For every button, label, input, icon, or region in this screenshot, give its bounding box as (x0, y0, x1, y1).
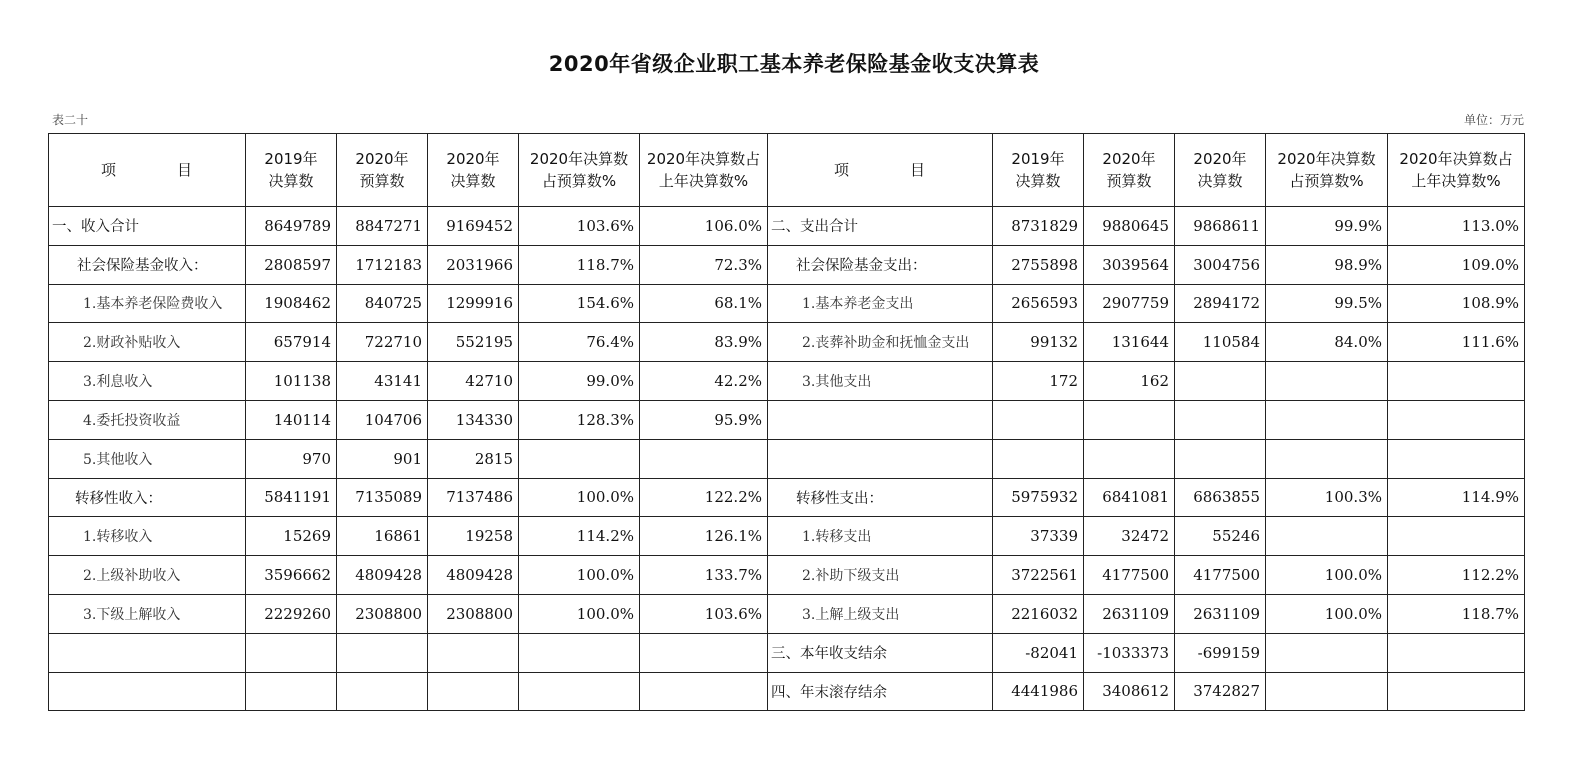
cell: 134330 (428, 400, 519, 439)
row-label (768, 439, 993, 478)
cell: 1712183 (337, 245, 428, 284)
header-pct-budget-right: 2020年决算数 占预算数% (1266, 134, 1388, 207)
cell: 4177500 (1175, 556, 1266, 595)
row-label: 1.转移支出 (768, 517, 993, 556)
cell: 6863855 (1175, 478, 1266, 517)
cell: 9868611 (1175, 207, 1266, 246)
cell: 154.6% (519, 284, 640, 323)
cell: 7135089 (337, 478, 428, 517)
table-row (49, 672, 1525, 711)
cell: 32472 (1084, 517, 1175, 556)
cell: 118.7% (1388, 594, 1525, 633)
header-pct-prev-right: 2020年决算数占 上年决算数% (1388, 134, 1525, 207)
row-label: 2.补助下级支出 (768, 556, 993, 595)
cell: 4809428 (428, 556, 519, 595)
header-item-right: 项 目 (768, 134, 993, 207)
cell (1084, 400, 1175, 439)
cell: 2815 (428, 439, 519, 478)
cell (993, 400, 1084, 439)
row-label: 社会保险基金收入： (49, 245, 246, 284)
cell: 552195 (428, 323, 519, 362)
row-label: 社会保险基金支出： (768, 245, 993, 284)
cell: 101138 (246, 362, 337, 401)
cell: 122.2% (640, 478, 768, 517)
table-body (49, 207, 1525, 711)
cell (1388, 517, 1525, 556)
cell: 111.6% (1388, 323, 1525, 362)
cell: 2808597 (246, 245, 337, 284)
cell: 3408612 (1084, 672, 1175, 711)
cell: 99.5% (1266, 284, 1388, 323)
header-2020-budget-left: 2020年 预算数 (337, 134, 428, 207)
cell: 2894172 (1175, 284, 1266, 323)
header-item-left: 项 目 (49, 134, 246, 207)
cell: 172 (993, 362, 1084, 401)
cell: 99.9% (1266, 207, 1388, 246)
header-2019-actual-right: 2019年 决算数 (993, 134, 1084, 207)
cell: 3004756 (1175, 245, 1266, 284)
cell (640, 672, 768, 711)
table-row (49, 362, 1525, 401)
cell (428, 672, 519, 711)
row-label: 3.利息收入 (49, 362, 246, 401)
header-2020-actual-left: 2020年 决算数 (428, 134, 519, 207)
cell (1266, 362, 1388, 401)
cell: 103.6% (519, 207, 640, 246)
row-label: 2.丧葬补助金和抚恤金支出 (768, 323, 993, 362)
cell (640, 633, 768, 672)
cell (1388, 400, 1525, 439)
row-label: 2.财政补贴收入 (49, 323, 246, 362)
row-label: 转移性收入： (49, 478, 246, 517)
unit-label: 单位：万元 (1463, 113, 1524, 127)
cell: 7137486 (428, 478, 519, 517)
cell (640, 439, 768, 478)
cell (428, 633, 519, 672)
cell: 100.3% (1266, 478, 1388, 517)
cell (1175, 362, 1266, 401)
cell: 2308800 (337, 594, 428, 633)
cell: 3039564 (1084, 245, 1175, 284)
cell: 98.9% (1266, 245, 1388, 284)
cell: 3722561 (993, 556, 1084, 595)
cell (1175, 400, 1266, 439)
cell: 2631109 (1175, 594, 1266, 633)
table-header (49, 134, 1525, 207)
cell: 6841081 (1084, 478, 1175, 517)
cell (1266, 633, 1388, 672)
cell: 68.1% (640, 284, 768, 323)
row-label: 3.上解上级支出 (768, 594, 993, 633)
header-2019-actual-left: 2019年 决算数 (246, 134, 337, 207)
cell (519, 672, 640, 711)
table-row (49, 517, 1525, 556)
row-label: 1.基本养老金支出 (768, 284, 993, 323)
cell (519, 633, 640, 672)
cell: 126.1% (640, 517, 768, 556)
cell: 2631109 (1084, 594, 1175, 633)
cell: 2229260 (246, 594, 337, 633)
cell: 8649789 (246, 207, 337, 246)
cell: 83.9% (640, 323, 768, 362)
table-row (49, 284, 1525, 323)
cell: 100.0% (519, 556, 640, 595)
cell: 3596662 (246, 556, 337, 595)
page-title: 2020年省级企业职工基本养老保险基金收支决算表 (548, 52, 1040, 76)
row-label: 3.其他支出 (768, 362, 993, 401)
row-label: 5.其他收入 (49, 439, 246, 478)
header-2020-budget-right: 2020年 预算数 (1084, 134, 1175, 207)
cell (1388, 439, 1525, 478)
table-row (49, 439, 1525, 478)
cell (1175, 439, 1266, 478)
cell: 4441986 (993, 672, 1084, 711)
cell: 112.2% (1388, 556, 1525, 595)
table-number: 表二十 (52, 113, 89, 127)
cell (519, 439, 640, 478)
cell: 16861 (337, 517, 428, 556)
cell (337, 633, 428, 672)
row-label: 1.基本养老保险费收入 (49, 284, 246, 323)
cell: 2216032 (993, 594, 1084, 633)
cell (246, 633, 337, 672)
row-label: 1.转移收入 (49, 517, 246, 556)
cell: 1908462 (246, 284, 337, 323)
header-pct-prev-left: 2020年决算数占 上年决算数% (640, 134, 768, 207)
cell (1266, 672, 1388, 711)
cell: 108.9% (1388, 284, 1525, 323)
cell: 8847271 (337, 207, 428, 246)
cell: 114.2% (519, 517, 640, 556)
income-total-label: 一、收入合计 (49, 207, 246, 246)
cell: 162 (1084, 362, 1175, 401)
cell: 2308800 (428, 594, 519, 633)
cell (1388, 362, 1525, 401)
row-label: 2.上级补助收入 (49, 556, 246, 595)
cell: 9169452 (428, 207, 519, 246)
cell: 2755898 (993, 245, 1084, 284)
cell (1388, 633, 1525, 672)
cell (993, 439, 1084, 478)
table-row (49, 478, 1525, 517)
row-label (49, 672, 246, 711)
cell: 76.4% (519, 323, 640, 362)
cell: 84.0% (1266, 323, 1388, 362)
cell: 72.3% (640, 245, 768, 284)
table-row (49, 594, 1525, 633)
cell: 42710 (428, 362, 519, 401)
table-row (49, 245, 1525, 284)
annual-balance-label: 三、本年收支结余 (768, 633, 993, 672)
cell: 100.0% (519, 478, 640, 517)
header-2020-actual-right: 2020年 决算数 (1175, 134, 1266, 207)
cell: 113.0% (1388, 207, 1525, 246)
cell: 100.0% (1266, 556, 1388, 595)
cell (337, 672, 428, 711)
row-label (49, 633, 246, 672)
cell: 5975932 (993, 478, 1084, 517)
expense-total-label: 二、支出合计 (768, 207, 993, 246)
cell: -82041 (993, 633, 1084, 672)
cell (1388, 672, 1525, 711)
cell (1266, 400, 1388, 439)
row-label: 3.下级上解收入 (49, 594, 246, 633)
cell: 118.7% (519, 245, 640, 284)
cell (1266, 517, 1388, 556)
cell (1084, 439, 1175, 478)
cell: 95.9% (640, 400, 768, 439)
cell: 4177500 (1084, 556, 1175, 595)
cell: 110584 (1175, 323, 1266, 362)
cell: 3742827 (1175, 672, 1266, 711)
cell: 722710 (337, 323, 428, 362)
cell: 140114 (246, 400, 337, 439)
cell: 109.0% (1388, 245, 1525, 284)
row-label: 4.委托投资收益 (49, 400, 246, 439)
cell: 100.0% (519, 594, 640, 633)
cell: 133.7% (640, 556, 768, 595)
cell (246, 672, 337, 711)
cell: 114.9% (1388, 478, 1525, 517)
cell: 42.2% (640, 362, 768, 401)
cell: 37339 (993, 517, 1084, 556)
cell: 2031966 (428, 245, 519, 284)
cell: 2907759 (1084, 284, 1175, 323)
cell: 128.3% (519, 400, 640, 439)
table-row (49, 207, 1525, 246)
cell: 1299916 (428, 284, 519, 323)
cell: 99.0% (519, 362, 640, 401)
cell: 106.0% (640, 207, 768, 246)
cell: 55246 (1175, 517, 1266, 556)
cell: 15269 (246, 517, 337, 556)
table-row (49, 323, 1525, 362)
cell: 901 (337, 439, 428, 478)
cell: 5841191 (246, 478, 337, 517)
cell: -1033373 (1084, 633, 1175, 672)
cell: 19258 (428, 517, 519, 556)
cell: 131644 (1084, 323, 1175, 362)
cell: -699159 (1175, 633, 1266, 672)
cell: 8731829 (993, 207, 1084, 246)
table-row (49, 633, 1525, 672)
cell (1266, 439, 1388, 478)
table-row (49, 556, 1525, 595)
budget-table (48, 133, 1525, 711)
cell: 2656593 (993, 284, 1084, 323)
cell: 657914 (246, 323, 337, 362)
row-label (768, 400, 993, 439)
cell: 43141 (337, 362, 428, 401)
cell: 970 (246, 439, 337, 478)
cell: 99132 (993, 323, 1084, 362)
cell: 104706 (337, 400, 428, 439)
cell: 100.0% (1266, 594, 1388, 633)
table-row (49, 400, 1525, 439)
cell: 9880645 (1084, 207, 1175, 246)
year-end-balance-label: 四、年末滚存结余 (768, 672, 993, 711)
cell: 840725 (337, 284, 428, 323)
cell: 103.6% (640, 594, 768, 633)
row-label: 转移性支出： (768, 478, 993, 517)
cell: 4809428 (337, 556, 428, 595)
header-pct-budget-left: 2020年决算数 占预算数% (519, 134, 640, 207)
